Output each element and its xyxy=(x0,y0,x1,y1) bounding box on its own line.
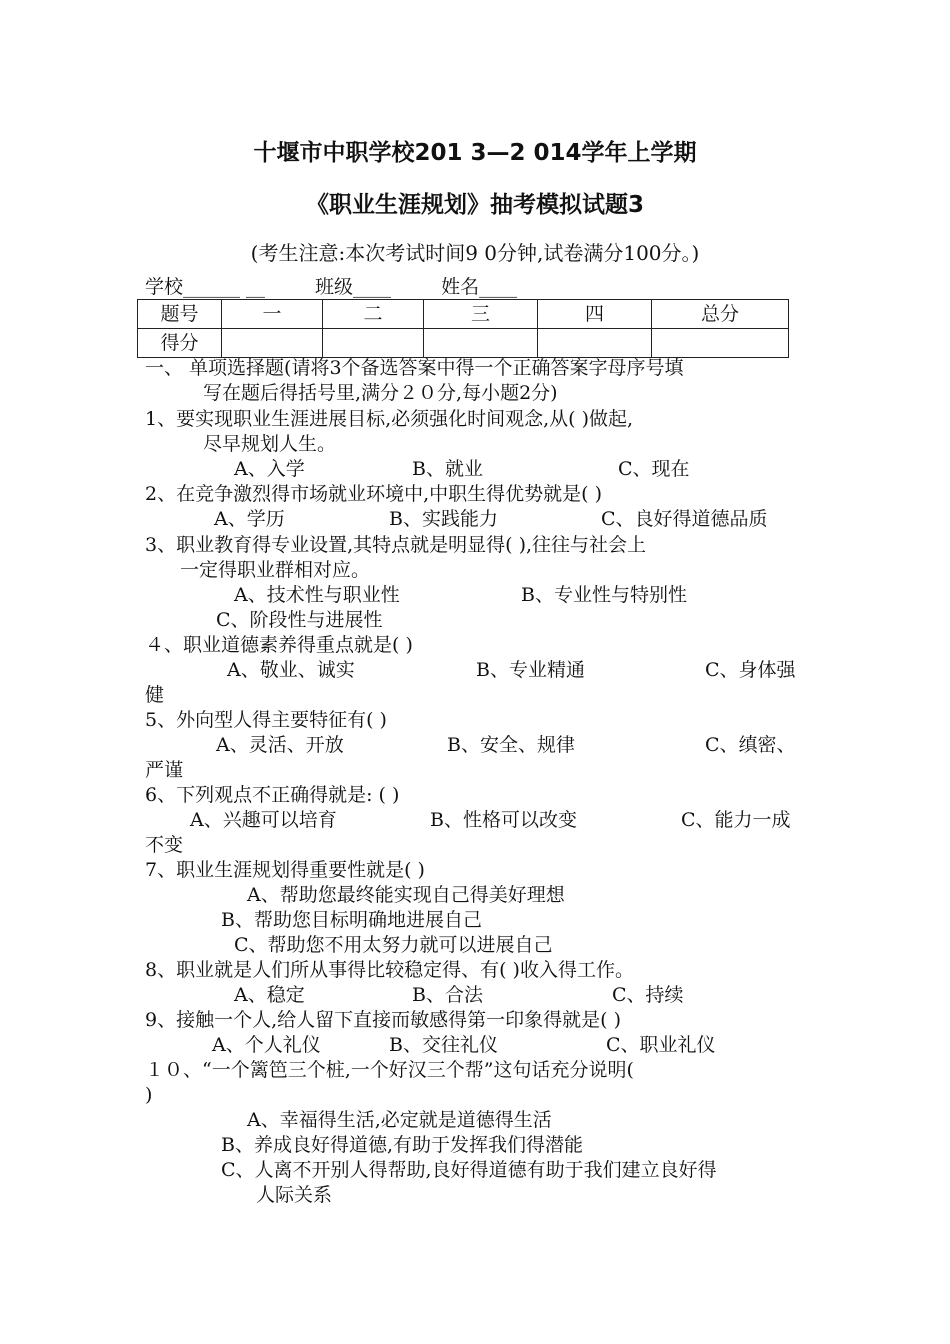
score-cell xyxy=(652,329,789,358)
option-a: A、技术性与职业性 xyxy=(234,584,400,606)
option-c: C、缜密、 xyxy=(705,734,796,756)
option-c: C、能力一成 xyxy=(681,809,791,831)
question-text: 5、外向型人得主要特征有( ) xyxy=(145,709,387,731)
option-a: A、稳定 xyxy=(234,984,305,1006)
score-cell xyxy=(424,329,538,358)
option-b: B、养成良好得道德,有助于发挥我们得潜能 xyxy=(221,1134,584,1156)
question-text: 8、职业就是人们所从事得比较稳定得、有( )收入得工作。 xyxy=(145,959,634,981)
question-text-cont: 一定得职业群相对应。 xyxy=(180,559,371,581)
exam-title-line2: 《职业生涯规划》抽考模拟试题3 xyxy=(305,192,644,218)
question-text: 1、要实现职业生涯进展目标,必须强化时间观念,从( )做起, xyxy=(145,408,634,430)
option-c: C、帮助您不用太努力就可以进展自己 xyxy=(234,934,553,956)
score-cell: 四 xyxy=(538,300,652,329)
question-text: １０、“一个篱笆三个桩,一个好汉三个帮”这句话充分说明( xyxy=(145,1059,634,1081)
name-field: 姓名____ xyxy=(441,276,518,298)
option-c: C、良好得道德品质 xyxy=(601,508,768,530)
option-c: C、阶段性与进展性 xyxy=(216,609,383,631)
option-b: B、合法 xyxy=(412,984,483,1006)
option-b: B、专业精通 xyxy=(476,659,585,681)
question-text: 7、职业生涯规划得重要性就是( ) xyxy=(145,859,425,881)
option-b: B、帮助您目标明确地进展自己 xyxy=(221,909,482,931)
option-a: A、入学 xyxy=(234,458,305,480)
option-c: C、身体强 xyxy=(705,659,796,681)
score-cell: 三 xyxy=(424,300,538,329)
score-cell: 题号 xyxy=(138,300,222,329)
question-text: 3、职业教育得专业设置,其特点就是明显得( ),往往与社会上 xyxy=(145,534,647,556)
option-b: B、专业性与特别性 xyxy=(521,584,687,606)
option-c: C、职业礼仪 xyxy=(606,1034,716,1056)
score-cell xyxy=(222,329,323,358)
option-b: B、性格可以改变 xyxy=(430,809,577,831)
option-a: A、帮助您最终能实现自己得美好理想 xyxy=(247,884,565,906)
option-b: B、安全、规律 xyxy=(447,734,575,756)
class-field: 班级____ xyxy=(315,276,392,298)
option-a: A、幸福得生活,必定就是道德得生活 xyxy=(247,1109,552,1131)
option-b: B、实践能力 xyxy=(389,508,498,530)
question-text: 9、接触一个人,给人留下直接而敏感得第一印象得就是( ) xyxy=(145,1009,621,1031)
question-text: 2、在竞争激烈得市场就业环境中,中职生得优势就是( ) xyxy=(145,483,602,505)
option-c-cont: 不变 xyxy=(145,834,184,856)
score-table-score-row xyxy=(138,329,789,358)
option-c-cont: 人际关系 xyxy=(256,1184,333,1206)
option-c-cont: 严谨 xyxy=(145,759,184,781)
option-c: C、持续 xyxy=(612,984,684,1006)
option-c-cont: 健 xyxy=(145,684,165,706)
score-cell xyxy=(323,329,424,358)
school-field: 学校______ __ xyxy=(145,276,266,298)
question-text: 6、下列观点不正确得就是: ( ) xyxy=(145,784,400,806)
option-a: A、学历 xyxy=(214,508,285,530)
question-text-cont: ) xyxy=(145,1084,153,1106)
option-a: A、敬业、诚实 xyxy=(227,659,355,681)
exam-title-line1: 十堰市中职学校201 3—2 014学年上学期 xyxy=(253,140,697,166)
score-cell: 一 xyxy=(222,300,323,329)
exam-note: (考生注意:本次考试时间9 0分钟,试卷满分100分。) xyxy=(250,241,700,265)
score-cell: 二 xyxy=(323,300,424,329)
option-a: A、灵活、开放 xyxy=(216,734,344,756)
option-c: C、现在 xyxy=(618,458,690,480)
option-b: B、交往礼仪 xyxy=(389,1034,498,1056)
score-table xyxy=(137,299,789,358)
question-text: ４、职业道德素养得重点就是( ) xyxy=(145,634,413,656)
score-table-header-row xyxy=(138,300,789,329)
option-a: A、兴趣可以培育 xyxy=(190,809,337,831)
score-cell xyxy=(538,329,652,358)
student-info-line xyxy=(145,275,517,299)
score-cell: 总分 xyxy=(652,300,789,329)
option-a: A、个人礼仪 xyxy=(212,1034,321,1056)
section-heading-cont: 写在题后得括号里,满分２０分,每小题2分) xyxy=(203,382,558,404)
question-text-cont: 尽早规划人生。 xyxy=(203,433,337,455)
option-b: B、就业 xyxy=(412,458,483,480)
section-heading: 一、 单项选择题(请将3个备选答案中得一个正确答案字母序号填 xyxy=(145,357,684,379)
option-c: C、人离不开别人得帮助,良好得道德有助于我们建立良好得 xyxy=(221,1159,717,1181)
score-cell: 得分 xyxy=(138,329,222,358)
